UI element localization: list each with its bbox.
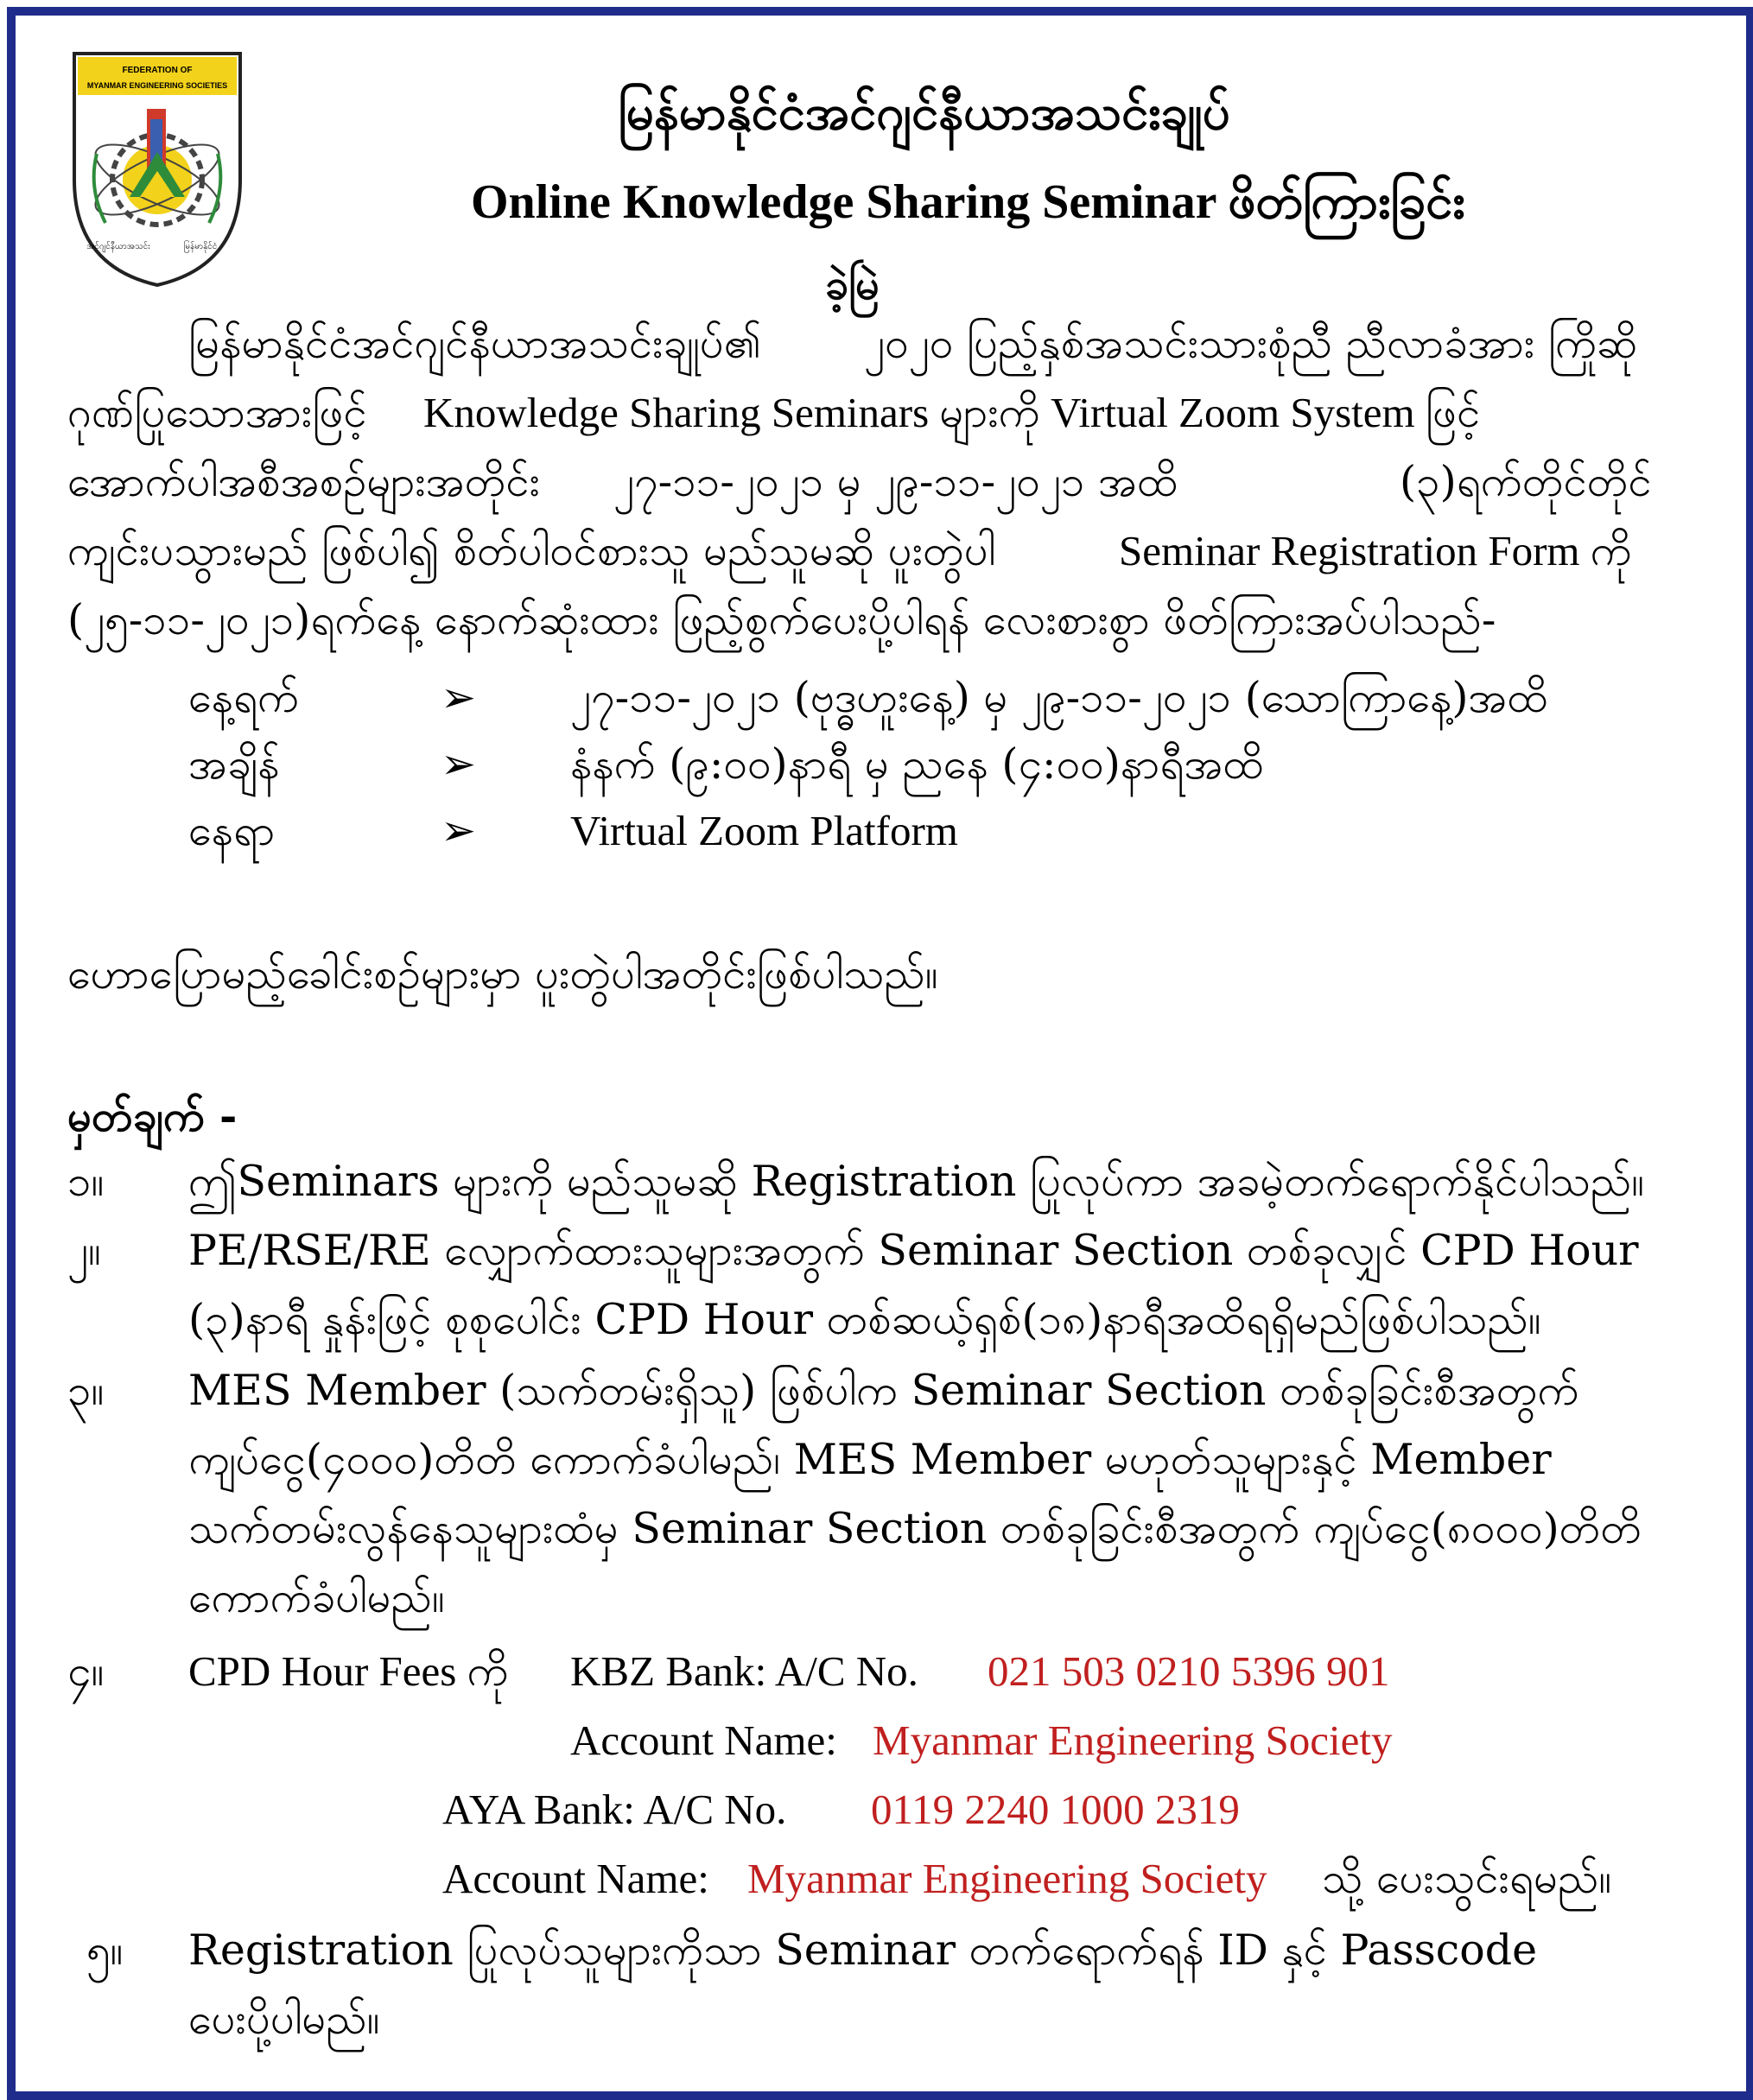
bullet-arrow-icon: ➢ <box>441 739 477 789</box>
note-4-tail: သို့ ပေးသွင်းရမည်။ <box>1322 1854 1612 1903</box>
intro-line2-a: ဂုဏ်ပြုသောအားဖြင့် <box>67 388 367 437</box>
note-3-line2: ကျပ်ငွေ(၄၀၀၀)တိတိ ကောက်ခံပါမည်၊ MES Member မဟုတ်သူများနှင့် Member <box>188 1435 1552 1484</box>
note-2-number: ၂။ <box>67 1226 101 1275</box>
note-1-text: ဤSeminars များကို မည်သူမဆို Registration ပြုလုပ်ကာ အခမဲ့တက်ရောက်နိုင်ပါသည်။ <box>188 1157 1645 1206</box>
intro-line1-b: ၂၀၂၀ ပြည့်နှစ်အသင်းသားစုံညီ ညီလာခံအား ကြိုဆို <box>864 319 1638 368</box>
aya-account-number: 0119 2240 1000 2319 <box>871 1786 1240 1833</box>
note-3-line4: ကောက်ခံပါမည်။ <box>188 1573 445 1622</box>
intro-line4-b: Seminar Registration Form ကို <box>1119 527 1632 574</box>
note-1-number: ၁။ <box>67 1157 105 1206</box>
bullet-arrow-icon: ➢ <box>441 673 477 722</box>
kbz-account-number: 021 503 0210 5396 901 <box>988 1647 1390 1695</box>
note-5-line2: ပေးပို့ပါမည်။ <box>188 1995 380 2044</box>
kbz-account-label: KBZ Bank: A/C No. <box>570 1647 918 1695</box>
aya-account-name: Myanmar Engineering Society <box>747 1855 1267 1902</box>
intro-line3-b: ၂၇-၁၁-၂၀၂၁ မှ ၂၉-၁၁-၂၀၂၁ အထိ <box>613 457 1178 506</box>
schedule-value-place: Virtual Zoom Platform <box>570 807 958 854</box>
note-2-line2: (၃)နာရီ နှုန်းဖြင့် စုစုပေါင်း CPD Hour တစ်ဆယ့်ရှစ်(၁၈)နာရီအထိရရှိမည်ဖြစ်ပါသည်။ <box>188 1295 1541 1344</box>
intro-line5: (၂၅-၁၁-၂၀၂၁)ရက်နေ့ နောက်ဆုံးထား ဖြည့်စွက်ပေးပို့ပါရန် လေးစားစွာ ဖိတ်ကြားအပ်ပါသည်- <box>67 595 1496 644</box>
svg-text:MYANMAR ENGINEERING SOCIETIES: MYANMAR ENGINEERING SOCIETIES <box>86 81 228 90</box>
svg-text:မြန်မာနိုင်ငံ: မြန်မာနိုင်ငံ <box>183 242 218 251</box>
ornament: ခဲ့မြဲ <box>825 261 880 309</box>
schedule-value-time: နံနက် (၉:၀၀)နာရီ မှ ညနေ (၄:၀၀)နာရီအထိ <box>570 739 1264 789</box>
kbz-account-name-label: Account Name: <box>570 1716 837 1764</box>
intro-line1-a: မြန်မာနိုင်ငံအင်ဂျင်နီယာအသင်းချုပ်၏ <box>188 319 762 368</box>
note-3-line3: သက်တမ်းလွန်နေသူများထံမှ Seminar Section တစ်ခုခြင်းစီအတွက် ကျပ်ငွေ(၈၀၀၀)တိတိ <box>188 1504 1642 1553</box>
note-4-number: ၄။ <box>67 1646 105 1696</box>
notes-heading: မှတ်ချက် - <box>67 1091 238 1141</box>
intro-line3-c: (၃)ရက်တိုင်တိုင် <box>1400 457 1652 506</box>
note-5-number: ၅။ <box>86 1926 124 1975</box>
intro-line3-a: အောက်ပါအစီအစဉ်များအတိုင်း <box>67 457 541 506</box>
svg-text:အင်ဂျင်နီယာအသင်း: အင်ဂျင်နီယာအသင်း <box>86 242 150 251</box>
note-2-line1: PE/RSE/RE လျှောက်ထားသူများအတွက် Seminar Section တစ်ခုလျှင် CPD Hour <box>188 1226 1639 1275</box>
svg-text:FEDERATION OF: FEDERATION OF <box>122 66 193 75</box>
schedule-label-date: နေ့ရက် <box>188 673 300 722</box>
note-5-line1: Registration ပြုလုပ်သူများကိုသာ Seminar တက်ရောက်ရန် ID နှင့် Passcode <box>188 1926 1538 1975</box>
aya-account-label: AYA Bank: A/C No. <box>442 1786 787 1833</box>
intro-line4-a: ကျင်းပသွားမည် ဖြစ်ပါ၍ စိတ်ပါဝင်စားသူ မည်သူမဆို ပူးတွဲပါ <box>67 526 996 575</box>
aya-account-name-label: Account Name: <box>442 1855 709 1902</box>
topics-note: ဟောပြောမည့်ခေါင်းစဉ်များမှာ ပူးတွဲပါအတိုင်းဖြစ်ပါသည်။ <box>67 949 938 999</box>
page-title: မြန်မာနိုင်ငံအင်ဂျင်နီယာအသင်းချုပ် <box>618 84 1230 141</box>
page-subtitle: Online Knowledge Sharing Seminar ဖိတ်ကြားခြင်း <box>471 175 1465 229</box>
note-3-number: ၃။ <box>67 1366 105 1415</box>
schedule-label-place: နေရာ <box>188 806 276 855</box>
schedule-label-time: အချိန် <box>188 739 280 789</box>
note-4-lead: CPD Hour Fees ကို <box>188 1647 509 1695</box>
note-3-line1: MES Member (သက်တမ်းရှိသူ) ဖြစ်ပါက Seminar Section တစ်ခုခြင်းစီအတွက် <box>188 1366 1579 1415</box>
schedule-value-date: ၂၇-၁၁-၂၀၂၁ (ဗုဒ္ဓဟူးနေ့) မှ ၂၉-၁၁-၂၀၂၁ (သောကြာနေ့)အထိ <box>570 673 1548 722</box>
intro-line2-b: Knowledge Sharing Seminars များကို Virtual Zoom System ဖြင့် <box>423 389 1481 436</box>
bullet-arrow-icon: ➢ <box>441 806 477 855</box>
kbz-account-name: Myanmar Engineering Society <box>873 1716 1393 1764</box>
